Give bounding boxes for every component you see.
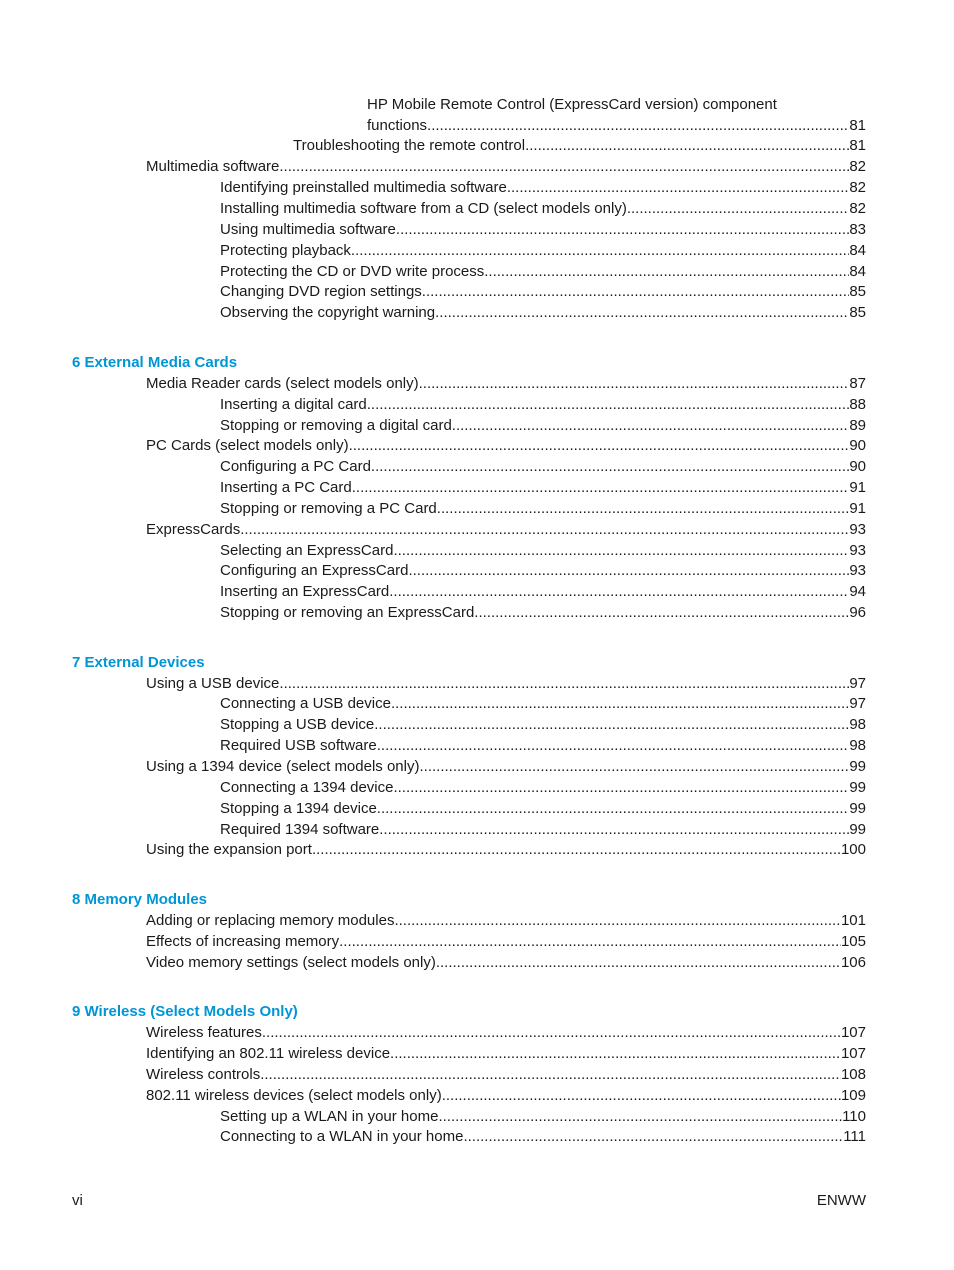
toc-entry-label: Protecting the CD or DVD write process: [220, 263, 485, 280]
toc-page-number: 107: [840, 1024, 866, 1041]
toc-page-number: 98: [849, 716, 866, 733]
toc-page-number: 105: [840, 933, 866, 950]
toc-page-number: 99: [849, 779, 866, 796]
toc-entry[interactable]: [220, 199, 866, 219]
toc-entry-label: Identifying an 802.11 wireless device: [146, 1045, 391, 1062]
chapter-heading-6[interactable]: 6 External Media Cards: [72, 354, 238, 371]
toc-entry-label: Required 1394 software: [220, 821, 380, 838]
dot-leader: [442, 1086, 841, 1106]
toc-entry[interactable]: [146, 520, 866, 540]
toc-entry[interactable]: [220, 220, 866, 240]
toc-entry[interactable]: [146, 840, 866, 860]
dot-leader: [279, 157, 849, 177]
toc-entry[interactable]: [220, 262, 866, 282]
dot-leader: [240, 520, 849, 540]
toc-entry-label: Setting up a WLAN in your home: [220, 1108, 439, 1125]
toc-entry-label: Stopping a 1394 device: [220, 800, 377, 817]
toc-entry-label: Stopping a USB device: [220, 716, 375, 733]
toc-page-number: 91: [849, 479, 866, 496]
toc-entry[interactable]: [220, 282, 866, 302]
toc-entry-label: Troubleshooting the remote control: [293, 137, 526, 154]
toc-entry[interactable]: [146, 674, 866, 694]
dot-leader: [352, 478, 850, 498]
toc-page-number: 101: [840, 912, 866, 929]
toc-entry[interactable]: [146, 1065, 866, 1085]
dot-leader: [422, 282, 850, 302]
toc-entry-remote-functions-line1: HP Mobile Remote Control (ExpressCard version) component: [367, 96, 777, 113]
toc-page-number: 82: [849, 158, 866, 175]
dot-leader: [367, 395, 850, 415]
dot-leader: [391, 694, 849, 714]
dot-leader: [377, 799, 850, 819]
toc-page-number: 99: [849, 800, 866, 817]
toc-entry-label: Wireless features: [146, 1024, 262, 1041]
dot-leader: [394, 911, 841, 931]
toc-entry-label: 802.11 wireless devices (select models only): [146, 1087, 442, 1104]
toc-entry-label: Video memory settings (select models only): [146, 954, 436, 971]
chapter-heading-8[interactable]: 8 Memory Modules: [72, 891, 208, 908]
toc-entry-label: PC Cards (select models only): [146, 437, 349, 454]
dot-leader: [419, 757, 849, 777]
toc-entry[interactable]: [220, 478, 866, 498]
dot-leader: [262, 1023, 841, 1043]
toc-entry[interactable]: [220, 499, 866, 519]
toc-entry-label: Configuring a PC Card: [220, 458, 371, 475]
dot-leader: [507, 178, 850, 198]
toc-entry-label: Required USB software: [220, 737, 377, 754]
toc-entry-label: Using a USB device: [146, 675, 280, 692]
toc-entry[interactable]: [220, 603, 866, 623]
toc-entry[interactable]: [146, 1086, 866, 1106]
toc-entry-label: Effects of increasing memory: [146, 933, 340, 950]
dot-leader: [279, 674, 849, 694]
dot-leader: [389, 582, 849, 602]
toc-page-number: 88: [849, 396, 866, 413]
dot-leader: [436, 953, 841, 973]
dot-leader: [396, 220, 849, 240]
toc-entry[interactable]: [146, 953, 866, 973]
toc-page-number: 107: [840, 1045, 866, 1062]
toc-entry[interactable]: [220, 561, 866, 581]
toc-page-number: 93: [849, 521, 866, 538]
toc-entry[interactable]: [220, 457, 866, 477]
dot-leader: [260, 1065, 841, 1085]
toc-page-number: 110: [842, 1108, 866, 1125]
dot-leader: [435, 303, 849, 323]
toc-entry-label: Media Reader cards (select models only): [146, 375, 419, 392]
dot-leader: [339, 932, 841, 952]
toc-entry[interactable]: [146, 1023, 866, 1043]
toc-entry-label: Inserting a PC Card: [220, 479, 352, 496]
dot-leader: [484, 262, 849, 282]
toc-entry[interactable]: [146, 911, 866, 931]
toc-entry-label: Using a 1394 device (select models only): [146, 758, 420, 775]
toc-entry[interactable]: [220, 178, 866, 198]
footer-doc-code: ENWW: [816, 1192, 866, 1209]
dot-leader: [627, 199, 850, 219]
toc-entry-label: functions: [367, 117, 428, 134]
toc-page-number: 96: [849, 604, 866, 621]
toc-page-number: 94: [849, 583, 866, 600]
dot-leader: [427, 116, 849, 136]
toc-page-number: 81: [849, 117, 866, 134]
toc-entry-label: Stopping or removing a PC Card: [220, 500, 437, 517]
toc-page-number: 90: [849, 437, 866, 454]
toc-entry-label: Configuring an ExpressCard: [220, 562, 409, 579]
toc-entry-label: Identifying preinstalled multimedia software: [220, 179, 507, 196]
toc-page-number: 100: [840, 841, 866, 858]
toc-entry-label: Connecting a USB device: [220, 695, 391, 712]
chapter-heading-9[interactable]: 9 Wireless (Select Models Only): [72, 1003, 298, 1020]
toc-entry-label: Adding or replacing memory modules: [146, 912, 395, 929]
toc-entry-label: Inserting a digital card: [220, 396, 367, 413]
toc-page-number: 93: [849, 542, 866, 559]
toc-entry-troubleshooting-remote[interactable]: [293, 136, 866, 156]
toc-page-number: 89: [849, 417, 866, 434]
toc-entry-label: Protecting playback: [220, 242, 351, 259]
toc-entry[interactable]: [220, 799, 866, 819]
toc-page-number: 106: [840, 954, 866, 971]
toc-page-number: 84: [849, 242, 866, 259]
toc-page-number: 93: [849, 562, 866, 579]
toc-entry[interactable]: [146, 436, 866, 456]
dot-leader: [351, 241, 849, 261]
toc-entry[interactable]: [220, 1107, 866, 1127]
toc-entry-label: Wireless controls: [146, 1066, 261, 1083]
toc-entry[interactable]: [220, 395, 866, 415]
toc-page-number: 111: [843, 1128, 866, 1145]
dot-leader: [474, 603, 849, 623]
dot-leader: [393, 778, 849, 798]
dot-leader: [437, 499, 850, 519]
dot-leader: [525, 136, 849, 156]
toc-entry[interactable]: [146, 1044, 866, 1064]
dot-leader: [377, 736, 850, 756]
toc-entry-label: Connecting a 1394 device: [220, 779, 394, 796]
toc-entry-label: Stopping or removing a digital card: [220, 417, 452, 434]
toc-entry[interactable]: [220, 1127, 866, 1147]
toc-entry-label: Using multimedia software: [220, 221, 396, 238]
dot-leader: [419, 374, 850, 394]
toc-page-number: 99: [849, 821, 866, 838]
toc-entry-label: Inserting an ExpressCard: [220, 583, 390, 600]
toc-page-number: 109: [840, 1087, 866, 1104]
toc-entry-label: Using the expansion port: [146, 841, 312, 858]
toc-page-number: 85: [849, 304, 866, 321]
toc-page-number: 83: [849, 221, 866, 238]
dot-leader: [374, 715, 849, 735]
toc-entry[interactable]: [220, 715, 866, 735]
dot-leader: [312, 840, 841, 860]
footer-page-number: vi: [72, 1192, 83, 1209]
dot-leader: [379, 820, 849, 840]
toc-entry[interactable]: [220, 303, 866, 323]
toc-entry-label: Changing DVD region settings: [220, 283, 422, 300]
toc-entry-label: Multimedia software: [146, 158, 280, 175]
toc-entry[interactable]: [220, 541, 866, 561]
toc-page-number: 87: [849, 375, 866, 392]
dot-leader: [438, 1107, 842, 1127]
toc-page-number: 97: [849, 675, 866, 692]
toc-entry[interactable]: [220, 820, 866, 840]
toc-page-number: 98: [849, 737, 866, 754]
toc-entry-remote-functions[interactable]: [367, 116, 866, 136]
toc-entry-label: Stopping or removing an ExpressCard: [220, 604, 475, 621]
dot-leader: [408, 561, 849, 581]
toc-entry[interactable]: [220, 416, 866, 436]
toc-entry-multimedia-software[interactable]: [146, 157, 866, 177]
toc-entry[interactable]: [220, 241, 866, 261]
toc-page-number: 99: [849, 758, 866, 775]
chapter-heading-7[interactable]: 7 External Devices: [72, 654, 205, 671]
toc-entry[interactable]: [146, 757, 866, 777]
toc-entry[interactable]: [220, 582, 866, 602]
toc-entry-label: Selecting an ExpressCard: [220, 542, 394, 559]
toc-entry[interactable]: [220, 736, 866, 756]
toc-page-number: 90: [849, 458, 866, 475]
toc-entry[interactable]: [146, 932, 866, 952]
toc-entry-label: ExpressCards: [146, 521, 241, 538]
toc-page-number: 84: [849, 263, 866, 280]
toc-entry[interactable]: [220, 778, 866, 798]
toc-page-number: 81: [849, 137, 866, 154]
dot-leader: [463, 1127, 843, 1147]
dot-leader: [371, 457, 849, 477]
dot-leader: [390, 1044, 841, 1064]
toc-entry[interactable]: [220, 694, 866, 714]
toc-page-number: 91: [849, 500, 866, 517]
toc-entry-label: Observing the copyright warning: [220, 304, 436, 321]
dot-leader: [349, 436, 850, 456]
toc-entry-label: Installing multimedia software from a CD (select models only): [220, 200, 627, 217]
toc-page-number: 85: [849, 283, 866, 300]
toc-entry-label: Connecting to a WLAN in your home: [220, 1128, 464, 1145]
toc-page-number: 82: [849, 179, 866, 196]
dot-leader: [452, 416, 850, 436]
toc-page-number: 82: [849, 200, 866, 217]
toc-page-number: 108: [840, 1066, 866, 1083]
dot-leader: [393, 541, 849, 561]
toc-entry[interactable]: [146, 374, 866, 394]
toc-page-number: 97: [849, 695, 866, 712]
